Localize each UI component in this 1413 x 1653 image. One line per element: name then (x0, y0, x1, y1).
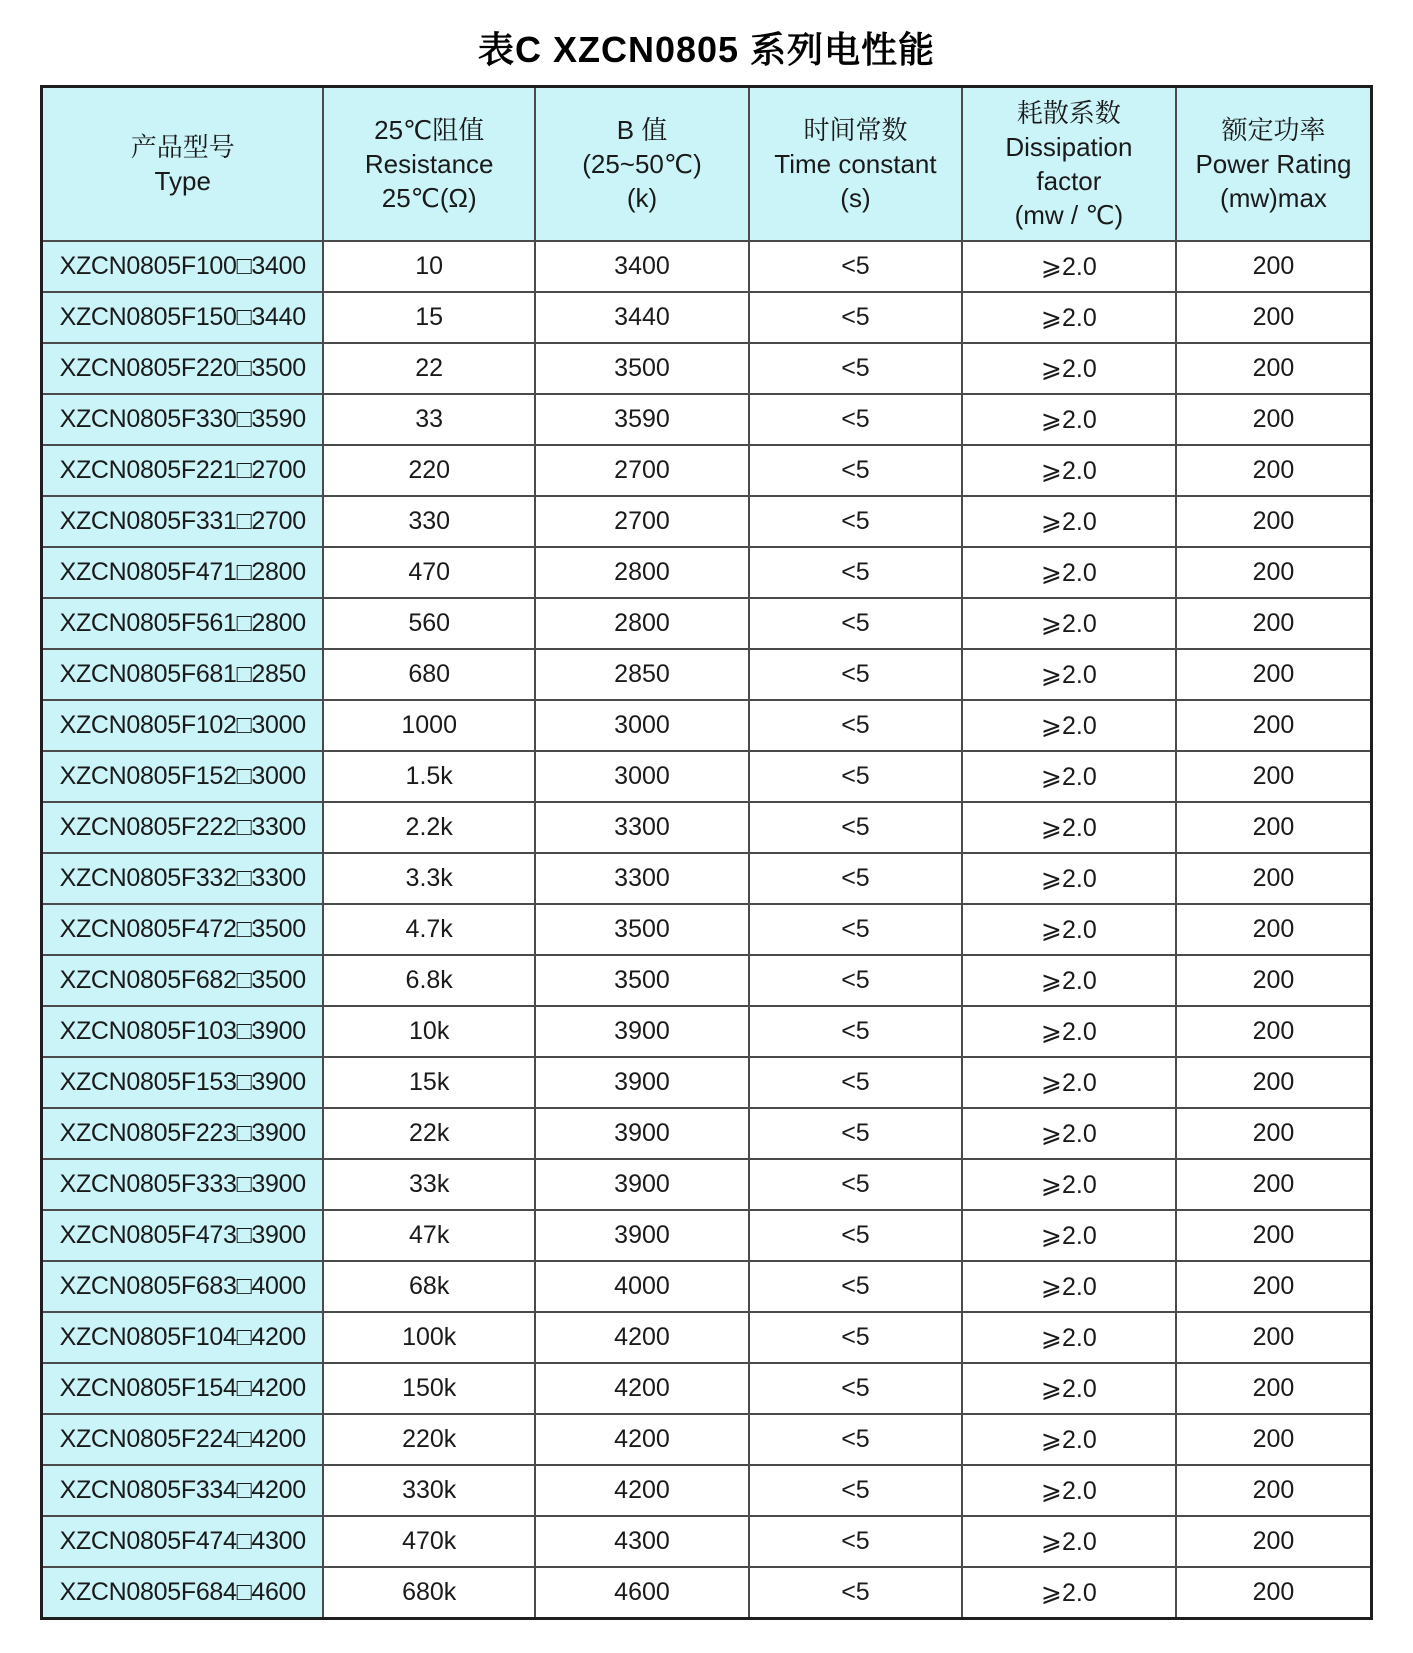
header-line: (s) (840, 183, 871, 213)
table-row (42, 751, 1372, 802)
cell-resistance: 3.3k (323, 853, 534, 904)
cell-b_value: 3900 (535, 1108, 749, 1159)
header-line: (k) (626, 183, 658, 213)
table-row (42, 343, 1372, 394)
cell-power: 200 (1176, 1363, 1372, 1414)
table-row (42, 1312, 1372, 1363)
cell-power: 200 (1176, 955, 1372, 1006)
cell-resistance: 15 (323, 292, 534, 343)
cell-time_constant: <5 (749, 241, 962, 292)
cell-dissipation: ⩾2.0 (962, 241, 1176, 292)
cell-type: XZCN0805F472□3500 (42, 904, 324, 955)
table-row (42, 598, 1372, 649)
header-line: Resistance (364, 149, 494, 179)
table-row (42, 1465, 1372, 1516)
cell-resistance: 4.7k (323, 904, 534, 955)
header-line: 耗散系数 (1016, 98, 1121, 128)
cell-type: XZCN0805F473□3900 (42, 1210, 324, 1261)
cell-time_constant: <5 (749, 700, 962, 751)
cell-resistance: 680 (323, 649, 534, 700)
table-row (42, 496, 1372, 547)
page-title: 表C XZCN0805 系列电性能 (477, 29, 936, 70)
cell-power: 200 (1176, 292, 1372, 343)
spec-table (40, 85, 1373, 1620)
cell-dissipation: ⩾2.0 (962, 1414, 1176, 1465)
cell-type: XZCN0805F681□2850 (42, 649, 324, 700)
cell-b_value: 4300 (535, 1516, 749, 1567)
cell-resistance: 10 (323, 241, 534, 292)
cell-resistance: 330 (323, 496, 534, 547)
cell-time_constant: <5 (749, 649, 962, 700)
cell-dissipation: ⩾2.0 (962, 1465, 1176, 1516)
cell-b_value: 3300 (535, 802, 749, 853)
header-line: Power Rating (1195, 149, 1352, 179)
cell-power: 200 (1176, 445, 1372, 496)
cell-dissipation: ⩾2.0 (962, 649, 1176, 700)
cell-b_value: 2700 (535, 445, 749, 496)
cell-time_constant: <5 (749, 1261, 962, 1312)
cell-resistance: 68k (323, 1261, 534, 1312)
cell-time_constant: <5 (749, 445, 962, 496)
cell-dissipation: ⩾2.0 (962, 445, 1176, 496)
cell-type: XZCN0805F154□4200 (42, 1363, 324, 1414)
table-row (42, 1414, 1372, 1465)
cell-resistance: 150k (323, 1363, 534, 1414)
cell-time_constant: <5 (749, 751, 962, 802)
cell-resistance: 560 (323, 598, 534, 649)
cell-type: XZCN0805F331□2700 (42, 496, 324, 547)
header-line: factor (1036, 166, 1102, 196)
cell-power: 200 (1176, 394, 1372, 445)
cell-power: 200 (1176, 700, 1372, 751)
header-line: 25℃阻值 (374, 115, 485, 145)
table-row (42, 1261, 1372, 1312)
cell-b_value: 2800 (535, 547, 749, 598)
cell-time_constant: <5 (749, 547, 962, 598)
cell-dissipation: ⩾2.0 (962, 1210, 1176, 1261)
cell-resistance: 220k (323, 1414, 534, 1465)
cell-time_constant: <5 (749, 394, 962, 445)
cell-time_constant: <5 (749, 1057, 962, 1108)
cell-resistance: 680k (323, 1567, 534, 1619)
cell-b_value: 4200 (535, 1363, 749, 1414)
cell-power: 200 (1176, 241, 1372, 292)
cell-time_constant: <5 (749, 1159, 962, 1210)
cell-type: XZCN0805F100□3400 (42, 241, 324, 292)
cell-type: XZCN0805F332□3300 (42, 853, 324, 904)
cell-dissipation: ⩾2.0 (962, 751, 1176, 802)
cell-dissipation: ⩾2.0 (962, 1159, 1176, 1210)
cell-time_constant: <5 (749, 904, 962, 955)
table-row (42, 241, 1372, 292)
cell-type: XZCN0805F471□2800 (42, 547, 324, 598)
cell-b_value: 4600 (535, 1567, 749, 1619)
cell-time_constant: <5 (749, 1516, 962, 1567)
cell-b_value: 2700 (535, 496, 749, 547)
cell-type: XZCN0805F150□3440 (42, 292, 324, 343)
cell-resistance: 22k (323, 1108, 534, 1159)
table-row (42, 904, 1372, 955)
col-header-dissipation (962, 87, 1176, 242)
cell-time_constant: <5 (749, 1312, 962, 1363)
cell-dissipation: ⩾2.0 (962, 1006, 1176, 1057)
cell-power: 200 (1176, 853, 1372, 904)
cell-type: XZCN0805F102□3000 (42, 700, 324, 751)
cell-b_value: 3500 (535, 343, 749, 394)
cell-resistance: 220 (323, 445, 534, 496)
cell-dissipation: ⩾2.0 (962, 496, 1176, 547)
cell-dissipation: ⩾2.0 (962, 1567, 1176, 1619)
cell-power: 200 (1176, 904, 1372, 955)
cell-b_value: 3000 (535, 751, 749, 802)
cell-resistance: 22 (323, 343, 534, 394)
cell-time_constant: <5 (749, 1006, 962, 1057)
cell-time_constant: <5 (749, 1465, 962, 1516)
cell-dissipation: ⩾2.0 (962, 904, 1176, 955)
cell-type: XZCN0805F561□2800 (42, 598, 324, 649)
cell-power: 200 (1176, 547, 1372, 598)
cell-resistance: 100k (323, 1312, 534, 1363)
cell-type: XZCN0805F683□4000 (42, 1261, 324, 1312)
cell-b_value: 2850 (535, 649, 749, 700)
cell-dissipation: ⩾2.0 (962, 700, 1176, 751)
header-line: 产品型号 (130, 132, 235, 162)
cell-type: XZCN0805F152□3000 (42, 751, 324, 802)
cell-b_value: 3500 (535, 904, 749, 955)
cell-b_value: 4200 (535, 1414, 749, 1465)
col-header-time_constant (749, 87, 962, 242)
cell-b_value: 3500 (535, 955, 749, 1006)
cell-type: XZCN0805F220□3500 (42, 343, 324, 394)
table-row (42, 1210, 1372, 1261)
cell-b_value: 3300 (535, 853, 749, 904)
cell-type: XZCN0805F333□3900 (42, 1159, 324, 1210)
cell-type: XZCN0805F223□3900 (42, 1108, 324, 1159)
header-line: 额定功率 (1221, 115, 1326, 145)
cell-b_value: 4000 (535, 1261, 749, 1312)
header-line: Type (154, 166, 211, 196)
cell-time_constant: <5 (749, 292, 962, 343)
cell-dissipation: ⩾2.0 (962, 547, 1176, 598)
table-row (42, 649, 1372, 700)
table-row (42, 700, 1372, 751)
cell-dissipation: ⩾2.0 (962, 1108, 1176, 1159)
cell-dissipation: ⩾2.0 (962, 955, 1176, 1006)
cell-resistance: 6.8k (323, 955, 534, 1006)
table-row (42, 1516, 1372, 1567)
cell-type: XZCN0805F334□4200 (42, 1465, 324, 1516)
cell-dissipation: ⩾2.0 (962, 1312, 1176, 1363)
cell-resistance: 33 (323, 394, 534, 445)
cell-time_constant: <5 (749, 1210, 962, 1261)
cell-resistance: 1.5k (323, 751, 534, 802)
cell-power: 200 (1176, 649, 1372, 700)
cell-power: 200 (1176, 598, 1372, 649)
cell-resistance: 47k (323, 1210, 534, 1261)
cell-time_constant: <5 (749, 802, 962, 853)
cell-b_value: 3440 (535, 292, 749, 343)
cell-time_constant: <5 (749, 343, 962, 394)
header-line: (mw / ℃) (1014, 200, 1124, 230)
cell-power: 200 (1176, 1465, 1372, 1516)
col-header-resistance (323, 87, 534, 242)
table-row (42, 1057, 1372, 1108)
cell-type: XZCN0805F103□3900 (42, 1006, 324, 1057)
cell-b_value: 4200 (535, 1465, 749, 1516)
header-line: 25℃(Ω) (381, 183, 477, 213)
cell-type: XZCN0805F224□4200 (42, 1414, 324, 1465)
cell-type: XZCN0805F153□3900 (42, 1057, 324, 1108)
cell-b_value: 3900 (535, 1057, 749, 1108)
cell-resistance: 33k (323, 1159, 534, 1210)
cell-time_constant: <5 (749, 496, 962, 547)
cell-time_constant: <5 (749, 1363, 962, 1414)
cell-power: 200 (1176, 1261, 1372, 1312)
cell-power: 200 (1176, 1108, 1372, 1159)
header-line: Time constant (774, 149, 937, 179)
table-row (42, 1363, 1372, 1414)
cell-power: 200 (1176, 751, 1372, 802)
col-header-type (42, 87, 324, 242)
cell-type: XZCN0805F221□2700 (42, 445, 324, 496)
header-row (42, 87, 1372, 242)
cell-dissipation: ⩾2.0 (962, 853, 1176, 904)
header-line: (25~50℃) (582, 149, 702, 179)
cell-time_constant: <5 (749, 1567, 962, 1619)
header-line: Dissipation (1005, 132, 1133, 162)
cell-type: XZCN0805F222□3300 (42, 802, 324, 853)
table-row (42, 1006, 1372, 1057)
table-row (42, 853, 1372, 904)
cell-power: 200 (1176, 1210, 1372, 1261)
cell-time_constant: <5 (749, 598, 962, 649)
cell-b_value: 2800 (535, 598, 749, 649)
cell-power: 200 (1176, 1006, 1372, 1057)
cell-b_value: 3900 (535, 1210, 749, 1261)
cell-power: 200 (1176, 1567, 1372, 1619)
cell-time_constant: <5 (749, 1108, 962, 1159)
col-header-b_value (535, 87, 749, 242)
cell-time_constant: <5 (749, 955, 962, 1006)
table-row (42, 1567, 1372, 1619)
cell-resistance: 470k (323, 1516, 534, 1567)
cell-dissipation: ⩾2.0 (962, 1057, 1176, 1108)
cell-power: 200 (1176, 1057, 1372, 1108)
cell-type: XZCN0805F104□4200 (42, 1312, 324, 1363)
cell-b_value: 3590 (535, 394, 749, 445)
cell-dissipation: ⩾2.0 (962, 343, 1176, 394)
table-row (42, 955, 1372, 1006)
table-row (42, 802, 1372, 853)
table-row (42, 547, 1372, 598)
cell-resistance: 10k (323, 1006, 534, 1057)
header-line: B 值 (616, 115, 668, 145)
cell-type: XZCN0805F684□4600 (42, 1567, 324, 1619)
header-line: 时间常数 (803, 115, 908, 145)
cell-b_value: 3000 (535, 700, 749, 751)
header-line: (mw)max (1220, 183, 1327, 213)
cell-b_value: 3900 (535, 1159, 749, 1210)
cell-b_value: 3900 (535, 1006, 749, 1057)
table-row (42, 292, 1372, 343)
cell-dissipation: ⩾2.0 (962, 1261, 1176, 1312)
cell-time_constant: <5 (749, 1414, 962, 1465)
cell-dissipation: ⩾2.0 (962, 1363, 1176, 1414)
cell-time_constant: <5 (749, 853, 962, 904)
cell-b_value: 4200 (535, 1312, 749, 1363)
cell-resistance: 1000 (323, 700, 534, 751)
cell-type: XZCN0805F330□3590 (42, 394, 324, 445)
cell-b_value: 3400 (535, 241, 749, 292)
cell-power: 200 (1176, 1312, 1372, 1363)
cell-dissipation: ⩾2.0 (962, 394, 1176, 445)
cell-power: 200 (1176, 343, 1372, 394)
table-row (42, 1159, 1372, 1210)
cell-resistance: 470 (323, 547, 534, 598)
cell-power: 200 (1176, 1414, 1372, 1465)
cell-power: 200 (1176, 1516, 1372, 1567)
col-header-power (1176, 87, 1372, 242)
cell-type: XZCN0805F474□4300 (42, 1516, 324, 1567)
cell-resistance: 2.2k (323, 802, 534, 853)
cell-dissipation: ⩾2.0 (962, 598, 1176, 649)
cell-resistance: 330k (323, 1465, 534, 1516)
cell-resistance: 15k (323, 1057, 534, 1108)
cell-power: 200 (1176, 1159, 1372, 1210)
cell-power: 200 (1176, 802, 1372, 853)
cell-dissipation: ⩾2.0 (962, 292, 1176, 343)
table-row (42, 394, 1372, 445)
cell-power: 200 (1176, 496, 1372, 547)
cell-dissipation: ⩾2.0 (962, 802, 1176, 853)
table-row (42, 1108, 1372, 1159)
cell-dissipation: ⩾2.0 (962, 1516, 1176, 1567)
table-row (42, 445, 1372, 496)
cell-type: XZCN0805F682□3500 (42, 955, 324, 1006)
